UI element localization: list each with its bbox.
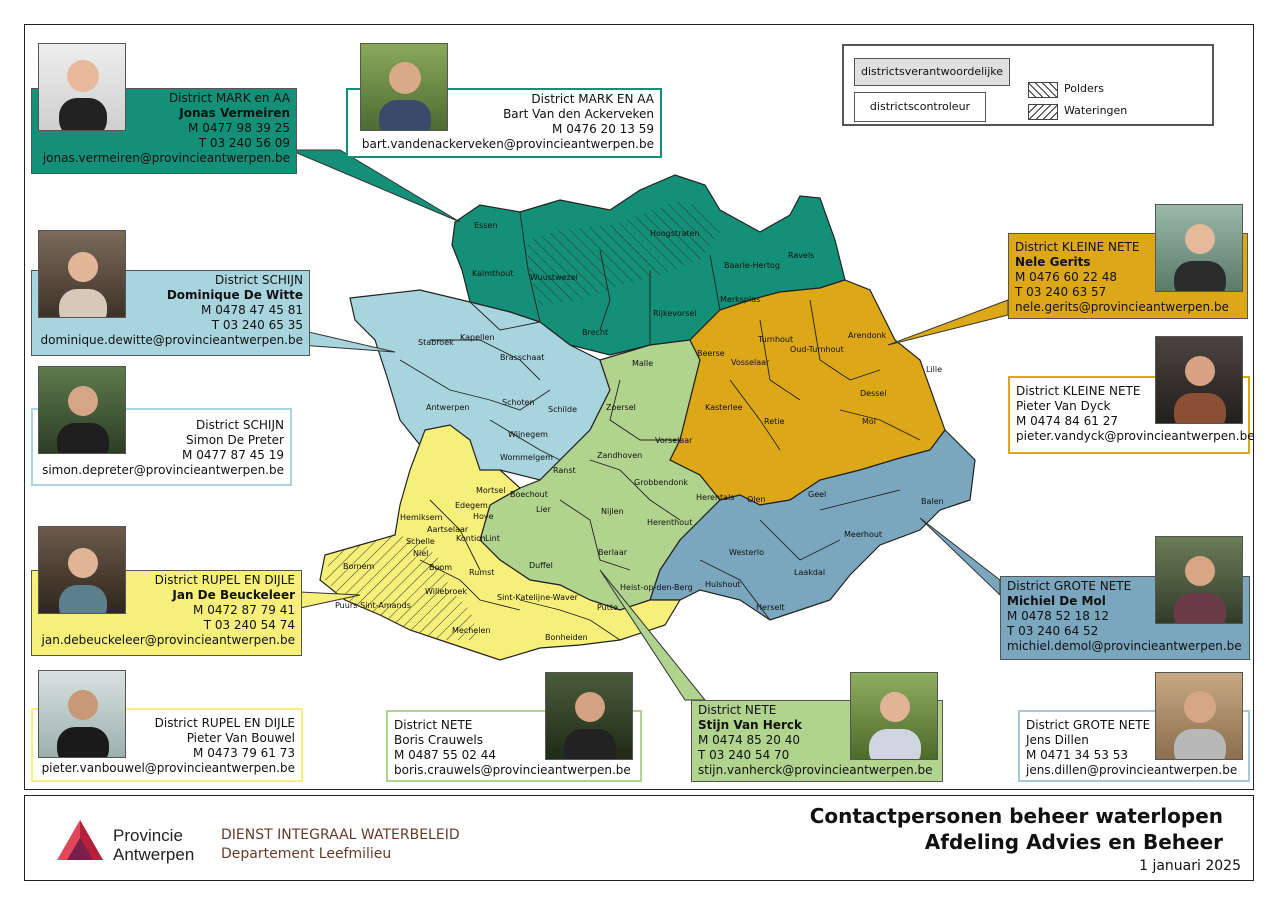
person-avatar-icon: [39, 231, 126, 318]
municipality-label: Meerhout: [844, 530, 883, 539]
municipality-label: Brasschaat: [500, 353, 545, 362]
municipality-label: Brecht: [582, 328, 609, 337]
municipality-label: Kalmthout: [472, 269, 514, 278]
district-label: District KLEINE NETE: [1015, 240, 1140, 254]
district-label: District KLEINE NETE: [1016, 384, 1141, 398]
municipality-label: Hulshout: [705, 580, 741, 589]
district-label: District RUPEL EN DIJLE: [154, 573, 295, 587]
contact-name: Dominique De Witte: [166, 288, 303, 302]
municipality-label: Lint: [485, 534, 500, 543]
person-avatar-icon: [1156, 205, 1243, 292]
person-avatar-icon: [361, 44, 448, 131]
municipality-label: Vorselaar: [655, 436, 693, 445]
photo-jonas: [38, 43, 126, 131]
photo-jens: [1155, 672, 1243, 760]
municipality-label: Westerlo: [729, 548, 764, 557]
municipality-label: Boechout: [510, 490, 548, 499]
municipality-label: Lier: [536, 505, 551, 514]
contact-name: Michiel De Mol: [1007, 594, 1106, 608]
municipality-label: Willebroek: [425, 587, 467, 596]
municipality-label: Hemiksem: [400, 513, 443, 522]
polders-swatch: [1028, 82, 1058, 98]
photo-michiel: [1155, 536, 1243, 624]
mobile-number: M 0473 79 61 73: [193, 746, 295, 760]
municipality-label: Duffel: [529, 561, 553, 570]
municipality-label: Turnhout: [758, 335, 794, 344]
provincie-logo-icon: [55, 818, 105, 862]
email-address[interactable]: dominique.dewitte@provincieantwerpen.be: [40, 333, 303, 347]
phone-number: T 03 240 63 57: [1015, 285, 1107, 299]
municipality-label: Berlaar: [598, 548, 628, 557]
district-label: District NETE: [698, 703, 777, 717]
municipality-label: Geel: [808, 490, 827, 499]
photo-pieterd: [1155, 336, 1243, 424]
email-address[interactable]: pieter.vandyck@provincieantwerpen.be: [1016, 429, 1255, 443]
legend-wateringen: Wateringen: [1064, 104, 1128, 117]
pointer-jonas: [290, 150, 460, 222]
mobile-number: M 0474 84 61 27: [1016, 414, 1118, 428]
municipality-label: Vosselaar: [731, 358, 770, 367]
person-avatar-icon: [1156, 673, 1243, 760]
municipality-label: Herselt: [756, 603, 785, 612]
person-avatar-icon: [39, 44, 126, 131]
municipality-label: Baarle-Hertog: [724, 261, 780, 270]
footer-date: 1 januari 2025: [1139, 858, 1241, 874]
district-label: District NETE: [394, 718, 473, 732]
municipality-label: Rumst: [469, 568, 495, 577]
contact-name: Pieter Van Dyck: [1016, 399, 1111, 413]
person-avatar-icon: [1156, 537, 1243, 624]
municipality-label: Mortsel: [476, 486, 506, 495]
municipality-label: Kapellen: [460, 333, 495, 342]
phone-number: T 03 240 65 35: [211, 318, 303, 332]
email-address[interactable]: stijn.vanherck@provincieantwerpen.be: [698, 763, 933, 777]
person-avatar-icon: [546, 673, 633, 760]
contact-name: Jens Dillen: [1026, 733, 1089, 747]
municipality-label: Schoten: [502, 398, 535, 407]
pointer-michiel: [920, 518, 1000, 595]
municipality-label: Putte: [597, 603, 618, 612]
logo-line2: Antwerpen: [113, 845, 195, 864]
municipality-label: Mechelen: [452, 626, 491, 635]
municipality-label: Edegem: [455, 501, 488, 510]
municipality-label: Nijlen: [601, 507, 624, 516]
district-label: District MARK en AA: [168, 91, 290, 105]
municipality-label: Arendonk: [848, 331, 887, 340]
mobile-number: M 0477 87 45 19: [182, 448, 284, 462]
person-avatar-icon: [39, 367, 126, 454]
mobile-number: M 0476 20 13 59: [552, 122, 654, 136]
logo-line1: Provincie: [113, 826, 183, 845]
contact-name: Nele Gerits: [1015, 255, 1091, 269]
email-address[interactable]: jonas.vermeiren@provincieantwerpen.be: [42, 151, 290, 165]
municipality-label: Bonheiden: [545, 633, 588, 642]
municipality-label: Merksplas: [720, 295, 761, 304]
mobile-number: M 0471 34 53 53: [1026, 748, 1128, 762]
photo-stijn: [850, 672, 938, 760]
photo-nele: [1155, 204, 1243, 292]
map-legend: [842, 44, 1214, 126]
municipality-label: Dessel: [860, 389, 887, 398]
department-text: [221, 826, 460, 864]
legend-responsible: districtsverantwoordelijke: [854, 58, 1010, 86]
municipality-label: Heist-op-den-Berg: [620, 583, 693, 592]
photo-dominique: [38, 230, 126, 318]
district-label: District SCHIJN: [196, 418, 284, 432]
municipality-label: Malle: [632, 359, 654, 368]
mobile-number: M 0474 85 20 40: [698, 733, 800, 747]
municipality-label: Mol: [862, 417, 877, 426]
municipality-label: Zandhoven: [597, 451, 643, 460]
email-address[interactable]: pieter.vanbouwel@provincieantwerpen.be: [41, 761, 295, 775]
municipality-label: Balen: [921, 497, 944, 506]
municipality-label: Herenthout: [647, 518, 693, 527]
municipality-label: Antwerpen: [426, 403, 470, 412]
municipality-label: Rijkevorsel: [653, 309, 697, 318]
photo-jan: [38, 526, 126, 614]
person-avatar-icon: [39, 527, 126, 614]
photo-boris: [545, 672, 633, 760]
contact-name: Jonas Vermeiren: [179, 106, 290, 120]
municipality-label: Wuustwezel: [530, 273, 578, 282]
email-address[interactable]: bart.vandenackerveken@provincieantwerpen.be: [361, 137, 654, 151]
municipality-label: Retie: [764, 417, 785, 426]
photo-pieterb: [38, 670, 126, 758]
phone-number: T 03 240 54 74: [203, 618, 295, 632]
email-address[interactable]: jens.dillen@provincieantwerpen.be: [1026, 763, 1238, 777]
municipality-label: Schelle: [406, 537, 435, 546]
municipality-label: Beerse: [697, 349, 725, 358]
email-address[interactable]: simon.depreter@provincieantwerpen.be: [42, 463, 284, 477]
legend-polders: Polders: [1064, 82, 1105, 95]
department-sub: Departement Leefmilieu: [221, 846, 392, 862]
contact-name: Stijn Van Herck: [698, 718, 802, 732]
footer-title1: Contactpersonen beheer waterlopen: [809, 804, 1223, 828]
mobile-number: M 0476 60 22 48: [1015, 270, 1117, 284]
email-address[interactable]: michiel.demol@provincieantwerpen.be: [1007, 639, 1242, 653]
pointer-nele: [888, 300, 1008, 345]
phone-number: T 03 240 54 70: [698, 748, 790, 762]
municipality-label: Oud-Turnhout: [790, 345, 844, 354]
wateringen-swatch: [1028, 104, 1058, 120]
contact-name: Bart Van den Ackerveken: [503, 107, 654, 121]
municipality-label: Zoersel: [606, 403, 636, 412]
municipality-label: Sint-Katelijne-Waver: [497, 593, 578, 602]
email-address[interactable]: boris.crauwels@provincieantwerpen.be: [394, 763, 631, 777]
municipality-label: Wijnegem: [508, 430, 548, 439]
municipality-label: Niel: [413, 549, 429, 558]
photo-simon: [38, 366, 126, 454]
municipality-label: Laakdal: [794, 568, 826, 577]
municipality-label: Hove: [473, 512, 494, 521]
municipality-label: Boom: [429, 563, 453, 572]
contact-name: Pieter Van Bouwel: [186, 731, 295, 745]
person-avatar-icon: [851, 673, 938, 760]
footer-bar: [24, 795, 1254, 881]
municipality-label: Olen: [747, 495, 766, 504]
municipality-label: Hoogstraten: [650, 229, 700, 238]
district-label: District RUPEL EN DIJLE: [154, 716, 295, 730]
mobile-number: M 0477 98 39 25: [188, 121, 290, 135]
photo-bart: [360, 43, 448, 131]
municipality-label: Stabroek: [418, 338, 454, 347]
person-avatar-icon: [39, 671, 126, 758]
department-name: DIENST INTEGRAAL WATERBELEID: [221, 827, 460, 843]
mobile-number: M 0478 47 45 81: [201, 303, 303, 317]
municipality-label: Aartselaar: [427, 525, 469, 534]
contact-name: Jan De Beuckeleer: [172, 588, 295, 602]
phone-number: T 03 240 56 09: [198, 136, 290, 150]
district-label: District MARK EN AA: [531, 92, 654, 106]
municipality-label: Lille: [926, 365, 943, 374]
municipality-label: Kontich: [456, 534, 486, 543]
municipality-label: Herentals: [696, 493, 735, 502]
municipality-label: Ravels: [788, 251, 815, 260]
contact-name: Simon De Preter: [186, 433, 284, 447]
municipality-label: Grobbendonk: [634, 478, 689, 487]
phone-number: T 03 240 64 52: [1007, 624, 1099, 638]
municipality-label: Schilde: [548, 405, 577, 414]
municipality-label: Wommelgem: [500, 453, 553, 462]
contact-name: Boris Crauwels: [394, 733, 483, 747]
logo-text: [113, 826, 194, 864]
district-label: District GROTE NETE: [1026, 718, 1151, 732]
municipality-label: Bornem: [343, 562, 375, 571]
legend-controller: districtscontroleur: [854, 92, 986, 122]
municipality-label: Essen: [474, 221, 498, 230]
person-avatar-icon: [1156, 337, 1243, 424]
district-label: District GROTE NETE: [1007, 579, 1132, 593]
municipality-label: Ranst: [553, 466, 576, 475]
mobile-number: M 0478 52 18 12: [1007, 609, 1109, 623]
email-address[interactable]: nele.gerits@provincieantwerpen.be: [1015, 300, 1229, 314]
mobile-number: M 0472 87 79 41: [193, 603, 295, 617]
municipality-label: Puurs-Sint-Amands: [335, 601, 411, 610]
municipality-label: Kasterlee: [705, 403, 743, 412]
mobile-number: M 0487 55 02 44: [394, 748, 496, 762]
district-label: District SCHIJN: [215, 273, 303, 287]
email-address[interactable]: jan.debeuckeleer@provincieantwerpen.be: [41, 633, 295, 647]
footer-title2: Afdeling Advies en Beheer: [924, 830, 1223, 854]
